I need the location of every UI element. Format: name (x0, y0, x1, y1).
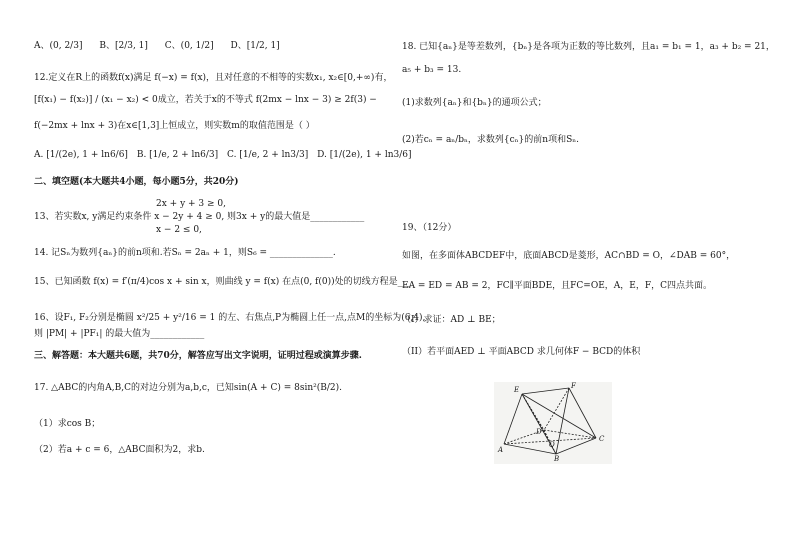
q11-option-a: A、(0, 2/3] (34, 41, 83, 51)
q16-line2: 则 |PM| + |PF₁| 的最大值为____________ (34, 329, 205, 339)
section-solution-heading: 三、解答题：本大题共6题，共70分，解答应写出文字说明，证明过程或演算步骤. (34, 351, 362, 361)
polyhedron-diagram (494, 382, 612, 464)
q16-line1: 16、设F₁, F₂分别是椭圆 x²/25 + y²/16 = 1 的左、右焦点,P为椭圆上任一点,点M的坐标为(6,4), (34, 313, 426, 323)
section-fill-in-heading: 二、填空题(本大题共4小题，每小题5分，共20分) (34, 177, 239, 187)
q12-option-a: A. [1/(2e), 1 + ln6/6] (34, 150, 128, 160)
q19-line2: EA = ED = AB = 2，FC∥平面BDE，且FC=OE，A，E，F，C四点共面。 (402, 281, 712, 291)
label-b: B (554, 455, 560, 463)
q13-constraint-1: 2x + y + 3 ≥ 0, (156, 199, 226, 209)
q18-part2: (2)若cₙ = aₙ/bₙ，求数列{cₙ}的前n项和Sₙ. (402, 135, 579, 145)
q13-line: 13、若实数x, y满足约束条件 x − 2y + 4 ≥ 0, 则3x + y的最大值是____________ (34, 212, 365, 222)
label-o: O (549, 441, 555, 449)
q14-line: 14. 记Sₙ为数列{aₙ}的前n项和.若Sₙ = 2aₙ + 1，则S₆ = ______________. (34, 248, 336, 258)
q18-line2: a₅ + b₃ = 13. (402, 65, 462, 75)
polyhedron-figure (494, 382, 612, 464)
q12-option-d: D. [1/(2e), 1 + ln3/6] (317, 150, 412, 160)
q11-option-c: C、(0, 1/2] (164, 41, 214, 51)
q11-options (34, 40, 294, 52)
q17-part1: （1）求cos B； (34, 419, 101, 429)
label-e: E (514, 386, 520, 394)
q11-option-b: B、[2/3, 1] (99, 41, 148, 51)
q11-option-d: D、[1/2, 1] (230, 41, 280, 51)
q12-options (34, 149, 412, 161)
label-f: F (571, 382, 576, 390)
q19-part2: （II）若平面AED ⊥ 平面ABCD 求几何体F − BCD的体积 (402, 347, 641, 357)
label-c: C (599, 435, 605, 443)
q19-line1: 如图，在多面体ABCDEF中，底面ABCD是菱形，AC∩BD = O，∠DAB = 60°， (402, 251, 736, 261)
q12-line2: [f(x₁) − f(x₂)] / (x₁ − x₂) < 0成立，若关于x的不等式 f(2mx − lnx − 3) ≥ 2f(3) − (34, 95, 377, 105)
q12-line1: 12.定义在R上的函数f(x)满足 f(−x) = f(x)，且对任意的不相等的实数x₁, x₂∈[0,+∞)有， (34, 73, 393, 83)
q17-part2: （2）若a + c = 6，△ABC面积为2，求b. (34, 445, 205, 455)
label-d: D (536, 428, 542, 436)
q13-constraint-3: x − 2 ≤ 0, (156, 225, 202, 235)
label-a: A (498, 446, 504, 454)
q12-line3: f(−2mx + lnx + 3)在x∈[1,3]上恒成立，则实数m的取值范围是（ ） (34, 121, 315, 131)
q19-part1: （I）求证：AD ⊥ BE； (402, 315, 501, 325)
q12-option-c: C. [1/e, 2 + ln3/3] (227, 150, 309, 160)
q19-title: 19、（12分） (402, 223, 457, 233)
q15-line: 15、已知函数 f(x) = f′(π/4)cos x + sin x，则曲线 y = f(x) 在点(0, f(0))处的切线方程是___ (34, 277, 412, 287)
q17-line1: 17. △ABC的内角A,B,C的对边分别为a,b,c，已知sin(A + C) = 8sin²(B/2). (34, 383, 342, 393)
q12-option-b: B. [1/e, 2 + ln6/3] (136, 150, 219, 160)
q18-line1: 18. 已知{aₙ}是等差数列，{bₙ}是各项为正数的等比数列，且a₁ = b₁ = 1，a₃ + b₂ = 21， (402, 42, 775, 52)
q18-part1: (1)求数列{aₙ}和{bₙ}的通项公式； (402, 98, 547, 108)
